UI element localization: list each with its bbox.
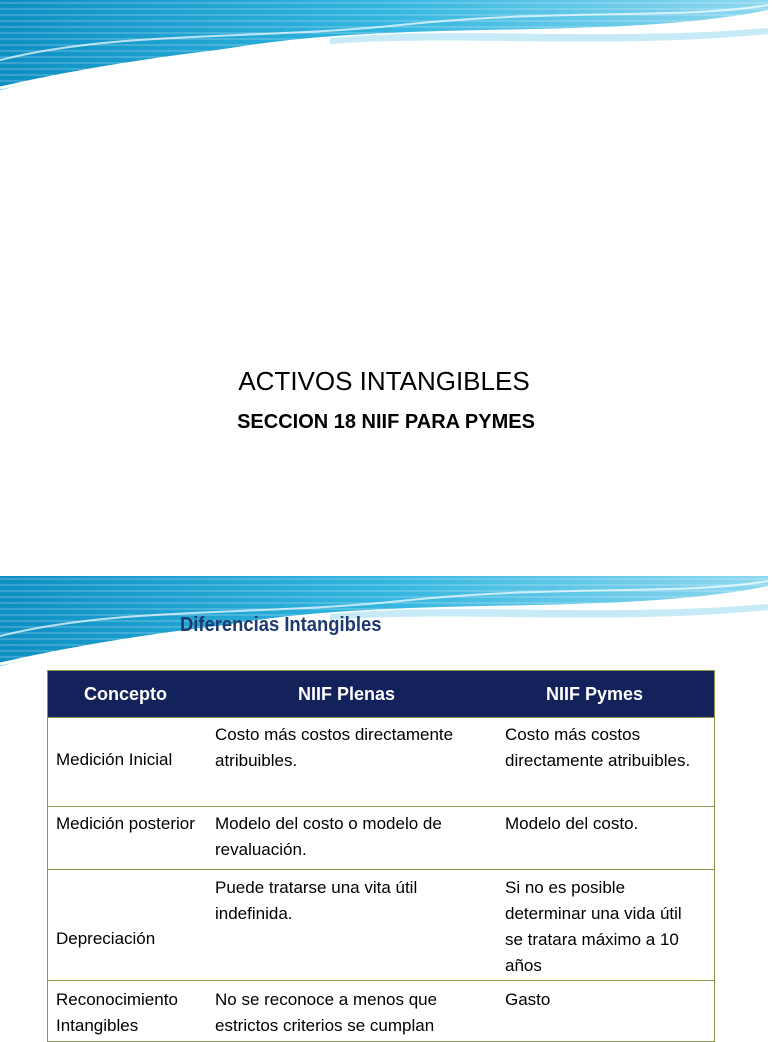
table-row (48, 981, 714, 1042)
table-row (48, 870, 714, 981)
cell-concepto: Medición Inicial (56, 750, 173, 769)
cell-concepto: Depreciación (56, 929, 156, 948)
slide-subtitle: SECCION 18 NIIF PARA PYMES (237, 411, 535, 433)
cell-concepto: Reconocimiento Intangibles (56, 990, 178, 1035)
table-header-row (48, 671, 714, 718)
wave-banner (0, 576, 768, 676)
cell-niif-pymes: Costo más costos directamente atribuibles. (505, 725, 691, 770)
slide-title: ACTIVOS INTANGIBLES (238, 366, 530, 396)
cell-niif-pymes: Si no es posible determinar una vida útil se tratara máximo a 10 años (505, 878, 682, 975)
comparison-table (47, 670, 715, 1042)
table-row (48, 718, 714, 807)
column-header-niif-plenas: NIIF Plenas (298, 684, 396, 704)
cell-niif-pymes: Gasto (505, 990, 551, 1009)
column-header-concepto: Concepto (84, 684, 167, 704)
slide-title: Diferencias Intangibles (180, 614, 382, 636)
cell-concepto: Medición posterior (56, 814, 195, 833)
table-row (48, 807, 714, 870)
cell-niif-pymes: Modelo del costo. (505, 814, 639, 833)
cell-niif-plenas: Costo más costos directamente atribuibles. (215, 725, 454, 770)
column-header-niif-pymes: NIIF Pymes (546, 684, 644, 704)
cell-niif-plenas: Puede tratarse una vita útil indefinida. (215, 878, 418, 923)
cell-niif-plenas: No se reconoce a menos que estrictos criterios se cumplan (215, 990, 438, 1035)
wave-banner (0, 0, 768, 100)
cell-niif-plenas: Modelo del costo o modelo de revaluación. (215, 814, 442, 859)
comparison-slide (0, 576, 768, 1035)
